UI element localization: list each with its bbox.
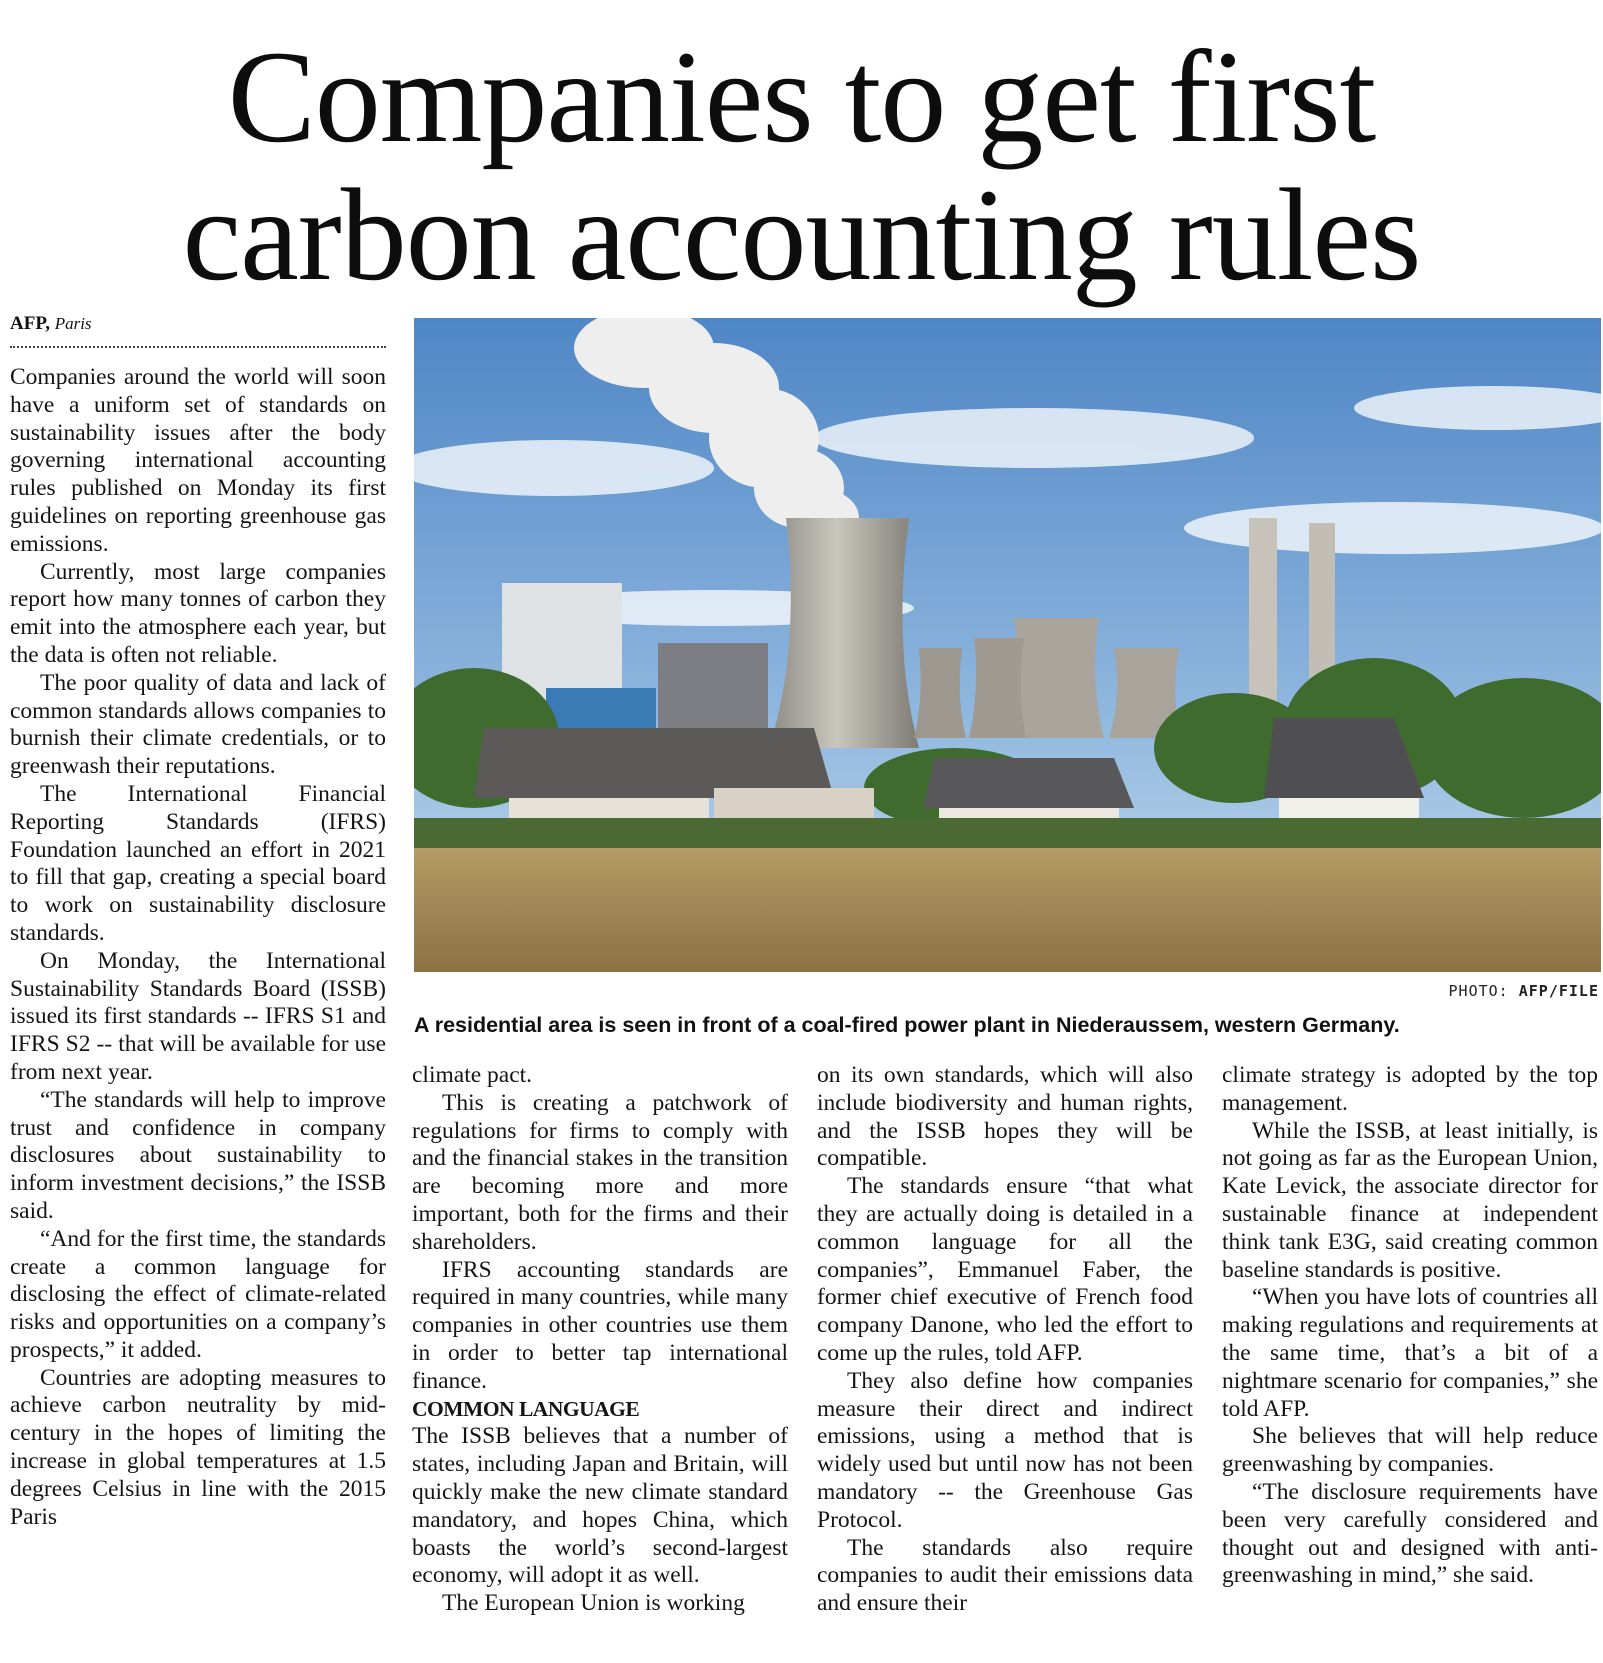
headline (0, 23, 1603, 308)
paragraph: She believes that will help reduce greenwashing by companies. (1222, 1423, 1598, 1478)
photo-caption: A residential area is seen in front of a coal-fired power plant in Niederaussem, western Germany. (414, 1013, 1400, 1037)
paragraph: Currently, most large companies report how many tonnes of carbon they emit into the atmosphere each year, but the data is often not reliable. (10, 558, 386, 668)
photo-credit-label: PHOTO: (1448, 982, 1509, 1000)
hedge (414, 818, 1601, 848)
power-plant-illustration (414, 318, 1601, 972)
paragraph: The standards also require companies to audit their emissions data and ensure their (817, 1534, 1193, 1617)
cooling-tower (769, 518, 919, 748)
paragraph: Countries are adopting measures to achieve carbon neutrality by mid-century in the hopes of limiting the increase in global temperatures at 1.5 degrees Celsius in line with the 2015 Paris (10, 1364, 386, 1530)
article-column-1 (10, 364, 386, 1660)
headline-line-1: Companies to get first (227, 23, 1376, 170)
photo-credit (1449, 982, 1599, 1000)
subheading: COMMON LANGUAGE (412, 1396, 640, 1421)
wheat-field (414, 848, 1601, 972)
paragraph: “The disclosure requirements have been very carefully considered and thought out and designed with anti-greenwashing in mind,” she said. (1222, 1478, 1598, 1589)
headline-line-2: carbon accounting rules (182, 161, 1421, 308)
byline-agency: AFP, (10, 313, 50, 334)
cooling-tower (914, 648, 966, 738)
paragraph: While the ISSB, at least initially, is not going as far as the European Union, Kate Levick, the associate director for sustainable finance at independent think tank E3G, said creating common baseline standards is positive. (1222, 1117, 1598, 1283)
cooling-tower (1009, 618, 1104, 738)
industrial-building (658, 643, 768, 733)
paragraph: The poor quality of data and lack of common standards allows companies to burnish their climate credentials, or to greenwash their reputations. (10, 669, 386, 780)
paragraph: climate strategy is adopted by the top management. (1222, 1062, 1598, 1116)
article-column-4 (1222, 1062, 1598, 1662)
paragraph: They also define how companies measure their direct and indirect emissions, using a method that is widely used but until now has not been mandatory -- the Greenhouse Gas Protocol. (817, 1367, 1193, 1533)
cooling-tower (969, 638, 1026, 738)
paragraph: “When you have lots of countries all making regulations and requirements at the same time, that’s a bit of a nightmare scenario for companies,” she told AFP. (1222, 1284, 1598, 1422)
article-column-3 (817, 1062, 1193, 1662)
paragraph: on its own standards, which will also include biodiversity and human rights, and the ISSB hopes they will be compatible. (817, 1062, 1193, 1172)
paragraph: “The standards will help to improve trust and confidence in company disclosures about sustainability to inform investment decisions,” the ISSB said. (10, 1086, 386, 1224)
paragraph: On Monday, the International Sustainability Standards Board (ISSB) issued its first standards -- IFRS S1 and IFRS S2 -- that will be available for use from next year. (10, 947, 386, 1085)
paragraph: climate pact. (412, 1062, 533, 1088)
paragraph: This is creating a patchwork of regulations for firms to comply with and the financial stakes in the transition are becoming more and more important, both for the firms and their shareholders. (412, 1089, 788, 1255)
news-photo (414, 318, 1601, 972)
paragraph: “And for the first time, the standards create a common language for disclosing the effect of climate-related risks and opportunities on a company’s prospects,” it added. (10, 1225, 386, 1363)
paragraph: The International Financial Reporting Standards (IFRS) Foundation launched an effort in 2021 to fill that gap, creating a special board to work on sustainability disclosure standards. (10, 780, 386, 946)
paragraph: The ISSB believes that a number of states, including Japan and Britain, will quickly make the new climate standard mandatory, and hopes China, which boasts the world’s second-largest economy, will adopt it as well. (412, 1423, 788, 1589)
paragraph: The standards ensure “that what they are actually doing is detailed in a common language for all the companies”, Emmanuel Faber, the former chief executive of French food company Danone, who led the effort to come up the rules, told AFP. (817, 1173, 1193, 1366)
photo-credit-source: AFP/FILE (1518, 982, 1599, 1000)
article-column-2 (412, 1062, 788, 1662)
byline (10, 312, 386, 348)
paragraph: The European Union is working (442, 1590, 745, 1617)
byline-city: Paris (54, 314, 92, 333)
paragraph: IFRS accounting standards are required in many countries, while many companies in other countries use them in order to better tap international finance. (412, 1256, 788, 1394)
paragraph: Companies around the world will soon have a uniform set of standards on sustainability issues after the body governing international accounting rules published on Monday its first guidelines on reporting greenhouse gas emissions. (10, 364, 386, 557)
